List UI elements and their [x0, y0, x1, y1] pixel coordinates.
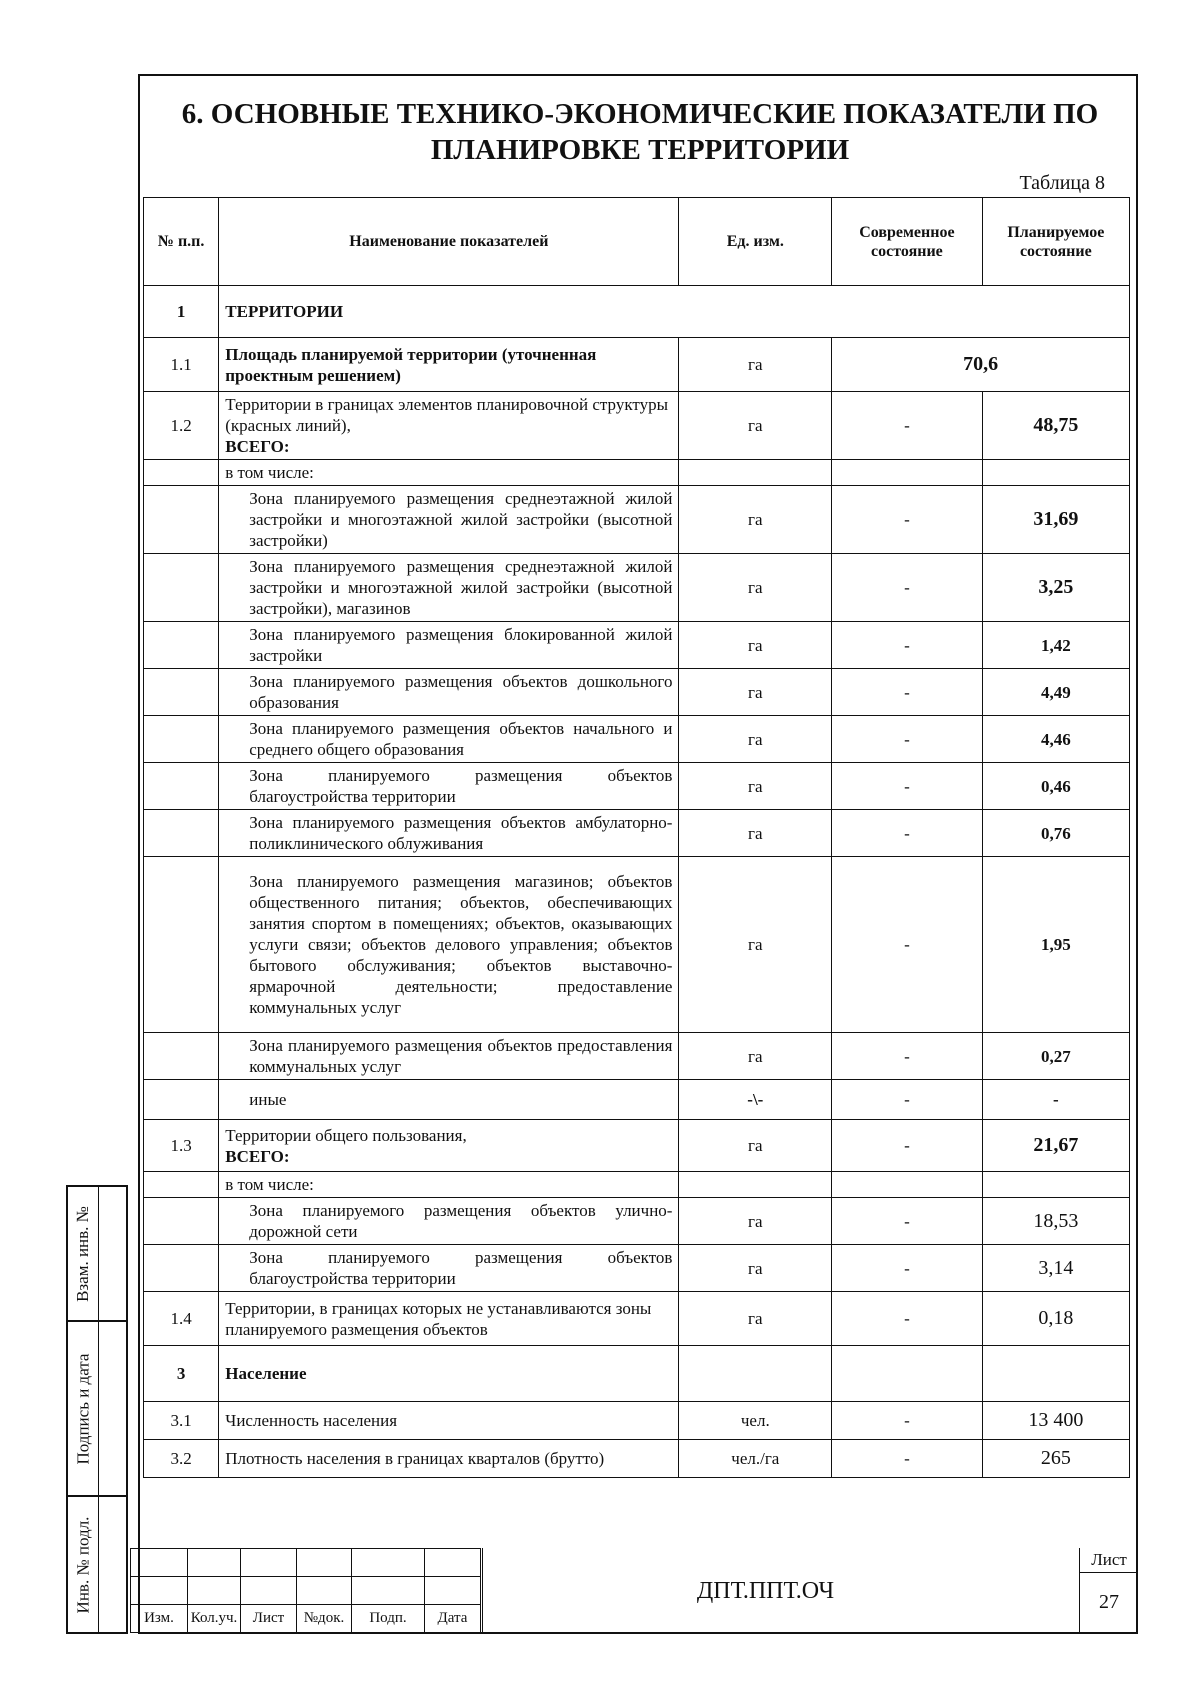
row-num: 3 [144, 1346, 219, 1402]
row-current: - [832, 669, 983, 716]
tb-cell [297, 1549, 352, 1577]
table-row [144, 1198, 1130, 1245]
table-row [144, 810, 1130, 857]
row-unit: га [679, 716, 832, 763]
row-unit: га [679, 763, 832, 810]
tb-podp: Подп. [352, 1605, 425, 1633]
header-unit: Ед. изм. [679, 198, 832, 286]
row-num [144, 486, 219, 554]
row-planned: 21,67 [982, 1120, 1129, 1172]
row-current: - [832, 1292, 983, 1346]
row-current: - [832, 1033, 983, 1080]
tb-list: Лист [241, 1605, 297, 1633]
row-unit: га [679, 392, 832, 460]
row-num [144, 1245, 219, 1292]
row-current: - [832, 622, 983, 669]
row-planned [982, 1346, 1129, 1402]
row-name-cell [219, 1120, 679, 1172]
row-name: Плотность населения в границах кварталов (брутто) [219, 1440, 679, 1478]
row-unit: га [679, 1198, 832, 1245]
row-unit: га [679, 554, 832, 622]
table-row [144, 1292, 1130, 1346]
tb-cell [188, 1549, 241, 1577]
row-name: в том числе: [219, 460, 679, 486]
row-planned: 0,76 [982, 810, 1129, 857]
document-id: ДПТ.ППТ.ОЧ [482, 1548, 1048, 1634]
row-planned: 18,53 [982, 1198, 1129, 1245]
row-name: Население [219, 1346, 679, 1402]
row-unit: га [679, 857, 832, 1033]
row-name: Площадь планируемой территории (уточненная проектным решением) [219, 338, 679, 392]
row-current [832, 1172, 983, 1198]
row-name: Территории в границах элементов планировочной структуры (красных линий), [225, 395, 668, 435]
row-num [144, 810, 219, 857]
row-unit: га [679, 1245, 832, 1292]
header-num: № п.п. [144, 198, 219, 286]
row-name: Зона планируемого размещения магазинов; объектов общественного питания; объектов, обеспечивающих занятия спортом в помещениях; объектов, оказывающих услуги связи; объектов делового управления; объектов бытового обслуживания; объектов выставочно-ярмарочной деятельности; предоставление коммунальных услуг [219, 857, 679, 1033]
row-unit: га [679, 622, 832, 669]
row-planned: 4,46 [982, 716, 1129, 763]
row-current: - [832, 1198, 983, 1245]
side-inv [66, 1495, 128, 1634]
table-row [144, 716, 1130, 763]
row-num: 1.1 [144, 338, 219, 392]
side-podpis-label-wrap [68, 1322, 98, 1495]
header-planned: Планируемое состояние [982, 198, 1129, 286]
side-podpis-label: Подпись и дата [73, 1353, 92, 1464]
table-row [144, 857, 1130, 1033]
row-current: - [832, 1402, 983, 1440]
row-num [144, 1198, 219, 1245]
row-name: Территории, в границах которых не устанавливаются зоны планируемого размещения объектов [219, 1292, 679, 1346]
row-unit: га [679, 669, 832, 716]
row-name: Зона планируемого размещения среднеэтажной жилой застройки и многоэтажной жилой застройки (высотной застройки), магазинов [219, 554, 679, 622]
row-name: в том числе: [219, 1172, 679, 1198]
side-podpis [66, 1320, 128, 1497]
row-name: Зона планируемого размещения объектов благоустройства территории [219, 763, 679, 810]
row-unit [679, 1346, 832, 1402]
table-row [144, 554, 1130, 622]
tb-cell [352, 1577, 425, 1605]
title-block-grid [130, 1548, 481, 1633]
side-vzam [66, 1185, 128, 1322]
row-planned [982, 1172, 1129, 1198]
tb-cell [131, 1549, 188, 1577]
table-row [144, 1172, 1130, 1198]
row-name-total: ВСЕГО: [225, 437, 290, 456]
row-unit [679, 460, 832, 486]
row-current [832, 460, 983, 486]
row-unit: га [679, 486, 832, 554]
row-planned: 1,95 [982, 857, 1129, 1033]
row-planned: 0,46 [982, 763, 1129, 810]
sheet-label: Лист [1080, 1548, 1138, 1573]
row-num: 1.2 [144, 392, 219, 460]
tb-cell [241, 1549, 297, 1577]
row-num: 3.2 [144, 1440, 219, 1478]
row-planned: 1,42 [982, 622, 1129, 669]
tb-cell [297, 1577, 352, 1605]
side-podpis-label-cell [68, 1322, 99, 1495]
row-merged-value: 70,6 [832, 338, 1130, 392]
row-num [144, 669, 219, 716]
row-name-cell [219, 392, 679, 460]
row-current: - [832, 810, 983, 857]
row-num: 1.4 [144, 1292, 219, 1346]
title-line-1: 6. ОСНОВНЫЕ ТЕХНИКО-ЭКОНОМИЧЕСКИЕ ПОКАЗАТЕЛИ ПО [181, 98, 1099, 130]
header-current: Современное состояние [832, 198, 983, 286]
tb-izm: Изм. [131, 1605, 188, 1633]
row-num [144, 857, 219, 1033]
row-planned: 3,14 [982, 1245, 1129, 1292]
tb-data: Дата [425, 1605, 481, 1633]
side-vzam-label-cell [68, 1187, 99, 1320]
tb-cell [425, 1577, 481, 1605]
row-unit: га [679, 1033, 832, 1080]
row-current: - [832, 486, 983, 554]
title-block [130, 1548, 1138, 1634]
row-name: Зона планируемого размещения объектов улично-дорожной сети [219, 1198, 679, 1245]
side-inv-label: Инв. № подл. [73, 1516, 92, 1613]
indicators-table [143, 197, 1130, 1478]
tb-cell [131, 1577, 188, 1605]
row-num [144, 1033, 219, 1080]
title-line-2: ПЛАНИРОВКЕ ТЕРРИТОРИИ [430, 134, 850, 166]
table-row [144, 486, 1130, 554]
table-row [144, 669, 1130, 716]
row-num [144, 1080, 219, 1120]
row-unit: га [679, 1292, 832, 1346]
header-name: Наименование показателей [219, 198, 679, 286]
table-caption: Таблица 8 [1019, 172, 1105, 194]
row-name: Зона планируемого размещения объектов благоустройства территории [219, 1245, 679, 1292]
row-current: - [832, 1080, 983, 1120]
table-row [144, 763, 1130, 810]
tb-cell [188, 1577, 241, 1605]
row-current: - [832, 857, 983, 1033]
row-current: - [832, 1245, 983, 1292]
row-name: Зона планируемого размещения объектов начального и среднего общего образования [219, 716, 679, 763]
row-planned: 0,18 [982, 1292, 1129, 1346]
row-planned [982, 460, 1129, 486]
row-num [144, 716, 219, 763]
row-current: - [832, 392, 983, 460]
side-inv-label-wrap [68, 1497, 98, 1632]
row-current: - [832, 1120, 983, 1172]
side-inv-label-cell [68, 1497, 99, 1632]
table-row [144, 1033, 1130, 1080]
sheet-number: 27 [1099, 1591, 1119, 1613]
row-planned: 265 [982, 1440, 1129, 1478]
row-planned: 0,27 [982, 1033, 1129, 1080]
tb-cell [241, 1577, 297, 1605]
row-current [832, 1346, 983, 1402]
row-unit: га [679, 338, 832, 392]
row-num [144, 554, 219, 622]
table-row [144, 1402, 1130, 1440]
row-num [144, 763, 219, 810]
row-name-total: ВСЕГО: [225, 1146, 290, 1166]
row-name: Численность населения [219, 1402, 679, 1440]
row-current: - [832, 554, 983, 622]
table-row [144, 392, 1130, 460]
row-name: ТЕРРИТОРИИ [219, 286, 1130, 338]
row-num: 1 [144, 286, 219, 338]
row-name: Зона планируемого размещения среднеэтажной жилой застройки и многоэтажной жилой застройки (высотной застройки) [219, 486, 679, 554]
row-planned: 48,75 [982, 392, 1129, 460]
table-row [144, 1080, 1130, 1120]
side-vzam-label: Взам. инв. № [73, 1205, 92, 1302]
table-row [144, 622, 1130, 669]
tb-cell [425, 1549, 481, 1577]
sheet-box [1079, 1548, 1138, 1634]
row-num: 1.3 [144, 1120, 219, 1172]
row-unit: -\- [679, 1080, 832, 1120]
row-name: Территории общего пользования, [225, 1125, 467, 1145]
table-row [144, 1120, 1130, 1172]
row-unit: чел./га [679, 1440, 832, 1478]
row-unit: га [679, 1120, 832, 1172]
tb-cell [352, 1549, 425, 1577]
row-current: - [832, 716, 983, 763]
row-planned: 3,25 [982, 554, 1129, 622]
row-planned: 4,49 [982, 669, 1129, 716]
table-row [144, 338, 1130, 392]
row-num: 3.1 [144, 1402, 219, 1440]
table-row [144, 286, 1130, 338]
row-name: Зона планируемого размещения блокированной жилой застройки [219, 622, 679, 669]
row-name: Зона планируемого размещения объектов предоставления коммунальных услуг [219, 1033, 679, 1080]
row-num [144, 1172, 219, 1198]
row-num [144, 460, 219, 486]
table-row [144, 1440, 1130, 1478]
row-planned: - [982, 1080, 1129, 1120]
row-unit: чел. [679, 1402, 832, 1440]
row-unit [679, 1172, 832, 1198]
page-title [140, 96, 1140, 168]
table-row [144, 1346, 1130, 1402]
tb-kol: Кол.уч. [188, 1605, 241, 1633]
row-name: иные [219, 1080, 679, 1120]
table-row [144, 460, 1130, 486]
row-current: - [832, 1440, 983, 1478]
row-num [144, 622, 219, 669]
table-row [144, 1245, 1130, 1292]
row-planned: 31,69 [982, 486, 1129, 554]
row-name: Зона планируемого размещения объектов дошкольного образования [219, 669, 679, 716]
row-unit: га [679, 810, 832, 857]
side-vzam-label-wrap [68, 1187, 98, 1320]
row-planned: 13 400 [982, 1402, 1129, 1440]
row-name: Зона планируемого размещения объектов амбулаторно-поликлинического облуживания [219, 810, 679, 857]
row-current: - [832, 763, 983, 810]
tb-ndok: №док. [297, 1605, 352, 1633]
